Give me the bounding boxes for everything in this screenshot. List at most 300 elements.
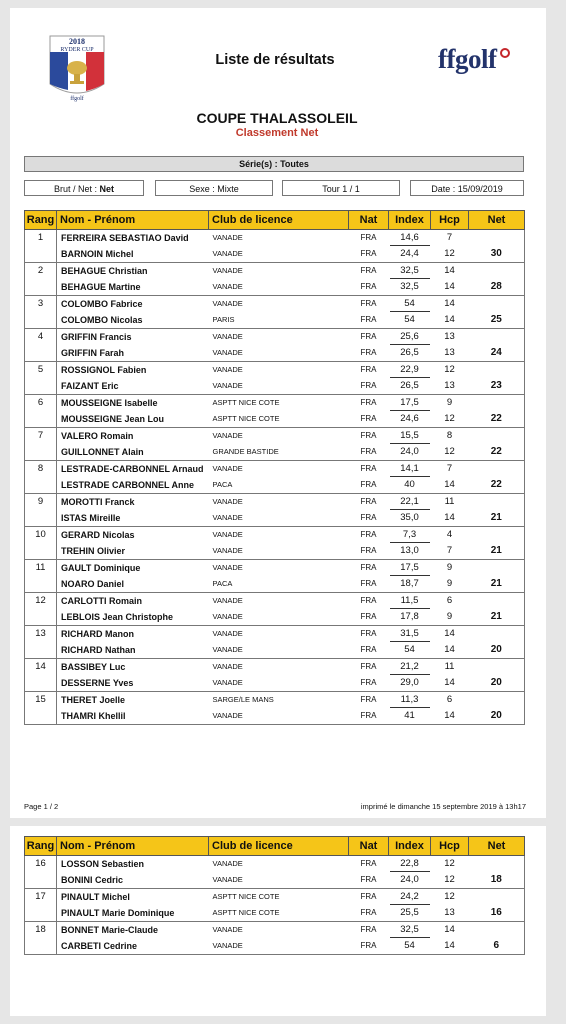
table-row [25,246,525,263]
ffgolf-mark-icon [500,48,510,58]
player-name: ROSSIGNOL Fabien [57,362,209,379]
nationality: FRA [360,381,377,390]
index-value: 54 [390,297,430,312]
rank-cell [25,905,57,922]
net-score: 21 [469,609,525,626]
player-index [389,395,431,412]
player-name: LESTRADE-CARBONNEL Arnaud [57,461,209,478]
index-value: 25,5 [400,907,419,918]
net-score: 22 [469,444,525,461]
player-index [389,246,431,263]
table-row [25,510,525,527]
net-score: 20 [469,675,525,692]
player-name: RICHARD Nathan [61,645,136,655]
table-row [25,527,525,544]
player-hcp: 14 [444,281,455,292]
player-index [389,626,431,643]
table-row [25,477,525,494]
player-hcp: 13 [431,329,469,346]
table-row [25,856,525,873]
nationality: FRA [349,708,389,725]
club-name: VANADE [212,513,243,522]
nationality: FRA [360,612,377,621]
player-name: ISTAS Mireille [61,513,121,523]
col-hcp: Hcp [431,211,469,230]
index-value: 24,2 [390,890,430,905]
club-name: VANADE [209,461,349,478]
date-box: Date : 15/09/2019 [410,180,524,196]
player-index [389,905,431,922]
nationality: FRA [349,494,389,511]
player-name: BONNET Marie-Claude [57,922,209,939]
player-name: MOUSSEIGNE Isabelle [57,395,209,412]
player-index [389,345,431,362]
brut-net-box [24,180,144,196]
brut-net-value: Net [99,184,115,194]
col-nom: Nom - Prénom [57,211,209,230]
player-hcp: 14 [444,314,455,325]
table-row [25,312,525,329]
rank-cell [25,510,57,527]
club-name: VANADE [209,296,349,313]
player-index [389,659,431,676]
col-rang: Rang [25,211,57,230]
col-net: Net [469,211,525,230]
player-name: RICHARD Manon [57,626,209,643]
nationality: FRA [349,362,389,379]
player-name: BONINI Cedric [61,875,124,885]
player-name: TREHIN Olivier [61,546,126,556]
player-name: BEHAGUE Martine [61,282,141,292]
player-index [389,708,431,725]
col-index: Index [389,211,431,230]
player-index [389,560,431,577]
index-value: 21,2 [390,660,430,675]
table-row [25,411,525,428]
net-score: 20 [469,708,525,725]
net-score [469,889,525,906]
player-name: GRIFFIN Francis [57,329,209,346]
print-date: imprimé le dimanche 15 septembre 2019 à 13h17 [360,802,526,811]
index-value: 24,4 [400,248,419,259]
player-index [389,378,431,395]
document-title: Liste de résultats [215,52,335,68]
index-value: 17,5 [390,396,430,411]
player-index [389,510,431,527]
player-index [389,428,431,445]
club-name: VANADE [212,546,243,555]
player-name: THAMRI Khellil [57,708,209,725]
nationality: FRA [349,692,389,709]
nationality: FRA [360,579,377,588]
player-hcp: 12 [431,856,469,873]
rank-cell [25,246,57,263]
player-name: MOROTTI Franck [57,494,209,511]
net-score [469,922,525,939]
ryder-cup-logo [48,34,106,102]
player-hcp: 9 [446,578,453,589]
net-score [469,626,525,643]
player-name: BASSIBEY Luc [57,659,209,676]
col-hcp: Hcp [431,837,469,856]
results-table-page-2 [24,836,525,955]
results-table-page-1 [24,210,525,725]
rank-cell [25,576,57,593]
player-name: LESTRADE CARBONNEL Anne [61,480,195,490]
nationality: FRA [360,249,377,258]
nationality: FRA [349,329,389,346]
nationality: FRA [360,546,377,555]
table-row [25,576,525,593]
player-name: FAIZANT Eric [61,381,119,391]
player-hcp: 7 [431,230,469,247]
club-name: VANADE [209,922,349,939]
table-row [25,609,525,626]
index-value: 54 [404,644,415,655]
player-hcp: 9 [431,395,469,412]
club-name: ASPTT NICE COTE [209,889,349,906]
nationality: FRA [349,593,389,610]
player-name: GUILLONNET Alain [61,447,144,457]
club-name: SARGE/LE MANS [209,692,349,709]
player-name: LOSSON Sebastien [57,856,209,873]
rank-cell [25,477,57,494]
rank-cell [25,872,57,889]
club-name: VANADE [212,612,243,621]
player-hcp: 14 [431,922,469,939]
player-hcp: 12 [444,874,455,885]
rank-cell: 11 [25,560,57,577]
table-row [25,329,525,346]
rank-cell [25,543,57,560]
col-club: Club de licence [209,837,349,856]
player-hcp: 13 [444,380,455,391]
logo-event: RYDER CUP [60,47,94,53]
net-score: 23 [469,378,525,395]
nationality: FRA [360,282,377,291]
club-name: VANADE [209,263,349,280]
index-value: 13,0 [400,545,419,556]
rank-cell: 2 [25,263,57,280]
rank-cell: 4 [25,329,57,346]
player-index [389,856,431,873]
nationality: FRA [360,414,377,423]
nationality: FRA [360,645,377,654]
club-name: PARIS [212,315,235,324]
club-name: VANADE [209,708,349,725]
player-index [389,230,431,247]
ffgolf-logo [438,44,496,75]
club-name: VANADE [209,560,349,577]
player-hcp: 8 [431,428,469,445]
nationality: FRA [349,428,389,445]
player-hcp: 6 [431,593,469,610]
club-name: VANADE [209,856,349,873]
net-score [469,329,525,346]
club-name: VANADE [209,230,349,247]
col-rang: Rang [25,837,57,856]
net-score [469,527,525,544]
table-row [25,362,525,379]
table-row [25,296,525,313]
rank-cell: 3 [25,296,57,313]
net-score: 20 [469,642,525,659]
player-name: GERARD Nicolas [57,527,209,544]
player-hcp: 6 [431,692,469,709]
table-row [25,279,525,296]
player-hcp: 9 [446,611,453,622]
nationality: FRA [349,296,389,313]
rank-cell: 16 [25,856,57,873]
net-score: 21 [469,510,525,527]
nationality: FRA [349,527,389,544]
ffgolf-wordmark: ffgolf [438,44,497,74]
table-header [25,837,525,856]
col-index: Index [389,837,431,856]
index-value: 24,0 [400,874,419,885]
index-value: 32,5 [390,923,430,938]
table-row [25,872,525,889]
index-value: 11,5 [390,594,430,609]
rank-cell: 8 [25,461,57,478]
nationality: FRA [349,938,389,955]
club-name: VANADE [212,875,243,884]
net-score: 18 [469,872,525,889]
player-index [389,938,431,955]
player-hcp: 12 [431,889,469,906]
net-score: 22 [469,411,525,428]
rank-cell: 9 [25,494,57,511]
results-page-2 [10,826,546,1016]
player-index [389,593,431,610]
page-number: Page 1 / 2 [24,802,59,811]
index-value: 54 [404,940,415,951]
player-index [389,263,431,280]
nationality: FRA [349,659,389,676]
index-value: 22,1 [390,495,430,510]
player-index [389,642,431,659]
net-score [469,659,525,676]
net-score [469,230,525,247]
serie-banner: Série(s) : Toutes [24,156,524,172]
index-value: 24,6 [400,413,419,424]
net-score: 6 [469,938,525,955]
player-hcp: 14 [431,296,469,313]
nationality: FRA [349,230,389,247]
player-hcp: 11 [431,659,469,676]
net-score [469,560,525,577]
rank-cell: 7 [25,428,57,445]
index-value: 22,9 [390,363,430,378]
table-row [25,345,525,362]
club-name: VANADE [212,282,243,291]
player-hcp: 14 [444,512,455,523]
table-row [25,560,525,577]
club-name: VANADE [209,329,349,346]
player-hcp: 13 [444,347,455,358]
player-hcp: 14 [444,644,455,655]
index-value: 26,5 [400,347,419,358]
table-header [25,211,525,230]
tour-box: Tour 1 / 1 [282,180,400,196]
index-value: 35,0 [400,512,419,523]
rank-cell [25,345,57,362]
index-value: 11,3 [390,693,430,708]
player-index [389,609,431,626]
club-name: VANADE [209,527,349,544]
player-index [389,527,431,544]
club-name: VANADE [209,938,349,955]
table-row [25,263,525,280]
rank-cell: 13 [25,626,57,643]
player-hcp: 9 [431,560,469,577]
index-value: 14,6 [390,231,430,246]
table-row [25,593,525,610]
player-index [389,872,431,889]
nationality: FRA [360,908,377,917]
index-value: 26,5 [400,380,419,391]
player-hcp: 7 [446,545,453,556]
net-score [469,494,525,511]
player-hcp: 14 [444,479,455,490]
player-hcp: 14 [431,263,469,280]
rank-cell [25,411,57,428]
club-name: PACA [212,480,233,489]
net-score: 21 [469,543,525,560]
player-hcp: 11 [431,494,469,511]
club-name: ASPTT NICE COTE [209,395,349,412]
player-index [389,461,431,478]
index-value: 17,8 [400,611,419,622]
player-name: PINAULT Marie Dominique [61,908,175,918]
col-nom: Nom - Prénom [57,837,209,856]
player-hcp: 4 [431,527,469,544]
logo-federation: ffgolf [70,96,84,102]
player-index [389,411,431,428]
net-score: 24 [469,345,525,362]
player-index [389,312,431,329]
rank-cell: 18 [25,922,57,939]
net-score [469,428,525,445]
club-name: PACA [212,579,233,588]
table-row [25,889,525,906]
player-hcp: 12 [444,248,455,259]
rank-cell [25,312,57,329]
player-hcp: 13 [444,907,455,918]
club-name: ASPTT NICE COTE [212,908,280,917]
rank-cell: 6 [25,395,57,412]
table-row [25,642,525,659]
table-row [25,378,525,395]
player-index [389,889,431,906]
index-value: 29,0 [400,677,419,688]
rank-cell [25,675,57,692]
club-name: VANADE [209,428,349,445]
table-row [25,444,525,461]
index-value: 25,6 [390,330,430,345]
player-index [389,362,431,379]
player-hcp: 12 [444,446,455,457]
index-value: 41 [404,710,415,721]
table-row [25,395,525,412]
player-index [389,477,431,494]
index-value: 24,0 [400,446,419,457]
player-name: MOUSSEIGNE Jean Lou [61,414,165,424]
table-row [25,230,525,247]
net-score [469,263,525,280]
nationality: FRA [360,315,377,324]
net-score: 21 [469,576,525,593]
results-page-1 [10,8,546,818]
table-row [25,659,525,676]
nationality: FRA [360,678,377,687]
player-index [389,329,431,346]
nationality: FRA [349,461,389,478]
index-value: 7,3 [390,528,430,543]
logo-year: 2018 [69,37,85,46]
player-hcp: 14 [431,938,469,955]
net-score: 25 [469,312,525,329]
nationality: FRA [349,263,389,280]
rank-cell: 14 [25,659,57,676]
player-name: CARLOTTI Romain [57,593,209,610]
rank-cell [25,642,57,659]
rank-cell [25,279,57,296]
club-name: VANADE [212,348,243,357]
player-index [389,692,431,709]
club-name: VANADE [209,362,349,379]
club-name: VANADE [212,381,243,390]
player-name: BEHAGUE Christian [57,263,209,280]
player-name: COLOMBO Fabrice [57,296,209,313]
rank-cell [25,444,57,461]
player-name: GRIFFIN Farah [61,348,125,358]
net-score [469,692,525,709]
index-value: 17,5 [390,561,430,576]
nationality: FRA [349,922,389,939]
player-hcp: 12 [431,362,469,379]
player-index [389,494,431,511]
player-name: NOARO Daniel [61,579,125,589]
player-index [389,279,431,296]
player-name: FERREIRA SEBASTIAO David [57,230,209,247]
net-score: 28 [469,279,525,296]
index-value: 32,5 [400,281,419,292]
nationality: FRA [360,513,377,522]
rank-cell [25,938,57,955]
table-row [25,922,525,939]
player-hcp: 14 [431,626,469,643]
player-name: PINAULT Michel [57,889,209,906]
net-score: 16 [469,905,525,922]
player-hcp: 12 [444,413,455,424]
index-value: 40 [404,479,415,490]
net-score [469,461,525,478]
col-club: Club de licence [209,211,349,230]
rank-cell [25,609,57,626]
table-row [25,494,525,511]
club-name: GRANDE BASTIDE [212,447,279,456]
table-row [25,626,525,643]
rank-cell [25,378,57,395]
player-name: THERET Joelle [57,692,209,709]
competition-name: COUPE THALASSOLEIL [196,110,358,126]
player-hcp: 14 [444,677,455,688]
player-name: LEBLOIS Jean Christophe [61,612,174,622]
table-row [25,675,525,692]
table-row [25,708,525,725]
nationality: FRA [349,560,389,577]
